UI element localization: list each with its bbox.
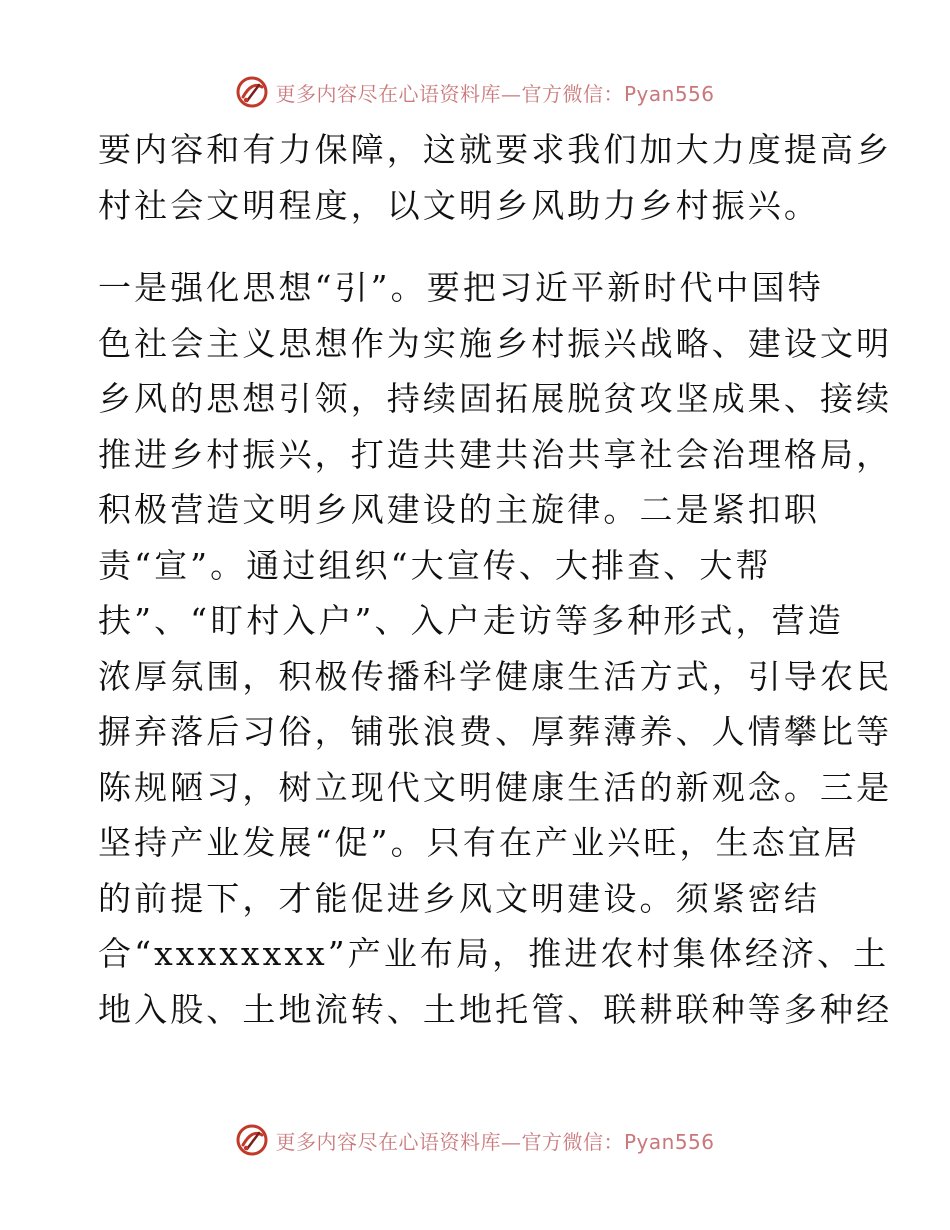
document-body	[98, 122, 893, 1037]
text-line: 合“xxxxxxxx”产业布局，推进农村集体经济、土	[98, 934, 890, 973]
brand-logo-icon	[235, 1123, 269, 1157]
text-line: 坚持产业发展“促”。只有在产业兴旺，生态宜居	[98, 823, 860, 862]
text-line: 地入股、土地流转、土地托管、联耕联种等多种经	[98, 989, 893, 1029]
banner-text	[275, 1126, 714, 1155]
header-banner	[0, 72, 950, 112]
wechat-label: 官方微信：	[521, 1129, 624, 1154]
text-line: 积极营造文明乡风建设的主旋律。二是紧扣职	[98, 490, 820, 529]
brand-logo-icon	[235, 75, 269, 109]
banner-title: 更多内容尽在心语资料库	[275, 1129, 501, 1154]
footer-banner	[0, 1120, 950, 1160]
banner-separator: —	[500, 81, 522, 106]
banner-title: 更多内容尽在心语资料库	[275, 81, 501, 106]
wechat-id: Pyan556	[623, 81, 715, 106]
paragraph-2	[98, 260, 893, 1037]
text-line: 扶”、“盯村入户”、入户走访等多种形式，营造	[98, 601, 844, 640]
text-line: 色社会主义思想作为实施乡村振兴战略、建设文明	[98, 323, 893, 363]
text-line: 陈规陋习，树立现代文明健康生活的新观念。三是	[98, 767, 893, 807]
text-line: 推进乡村振兴，打造共建共治共享社会治理格局，	[98, 434, 893, 474]
banner-separator: —	[500, 1129, 522, 1154]
wechat-label: 官方微信：	[521, 81, 624, 106]
text-line: 村社会文明程度，以文明乡风助力乡村振兴。	[98, 185, 820, 225]
text-line: 一是强化思想“引”。要把习近平新时代中国特	[98, 268, 824, 307]
paragraph-1	[98, 122, 893, 233]
text-line: 要内容和有力保障，这就要求我们加大力度提高乡	[98, 130, 893, 169]
text-line: 浓厚氛围，积极传播科学健康生活方式，引导农民	[98, 656, 893, 696]
text-line: 责“宣”。通过组织“大宣传、大排查、大帮	[98, 545, 772, 585]
text-line: 的前提下，才能促进乡风文明建设。须紧密结	[98, 878, 820, 918]
text-line: 摒弃落后习俗，铺张浪费、厚葬薄养、人情攀比等	[98, 712, 893, 751]
wechat-id: Pyan556	[623, 1129, 715, 1154]
banner-text	[275, 78, 714, 107]
text-line: 乡风的思想引领，持续固拓展脱贫攻坚成果、接续	[98, 379, 893, 418]
